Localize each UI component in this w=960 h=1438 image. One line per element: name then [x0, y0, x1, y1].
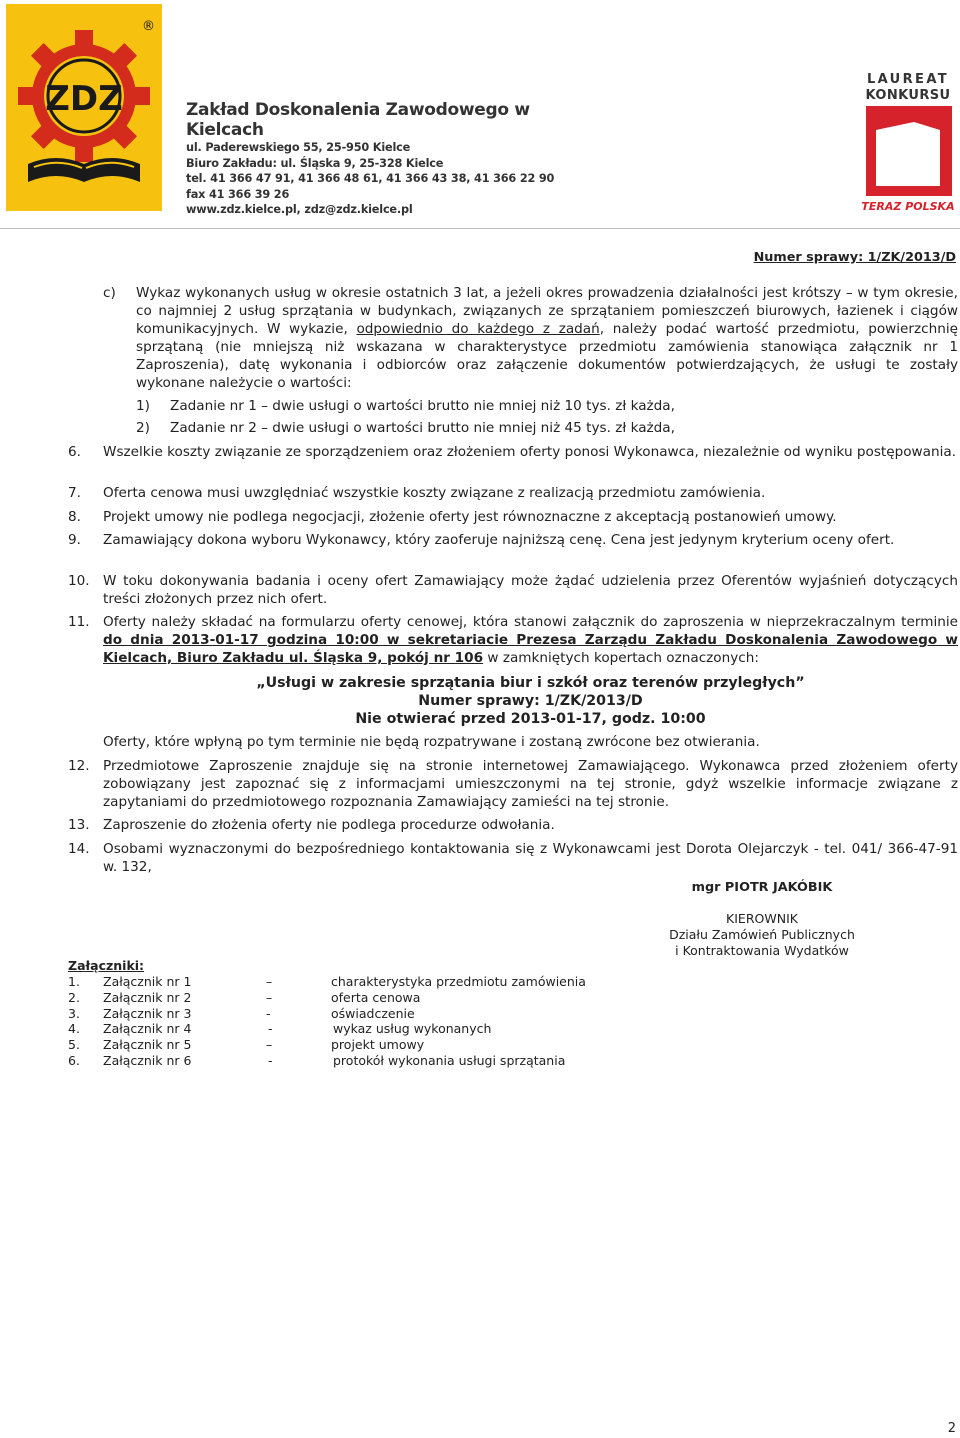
fax-line: fax 41 366 39 26 [186, 187, 290, 201]
attachment-label: Załącznik nr 5 [103, 1037, 192, 1052]
web-email-line: www.zdz.kielce.pl, zdz@zdz.kielce.pl [186, 203, 413, 217]
attachment-number: 5. [68, 1037, 80, 1052]
organization-name: Zakład Doskonalenia Zawodowego w Kielcach [186, 100, 530, 140]
item-text: W toku dokonywania badania i oceny ofert Zamawiający może żądać udzielenia przez Oferentów wyjaśnień dotyczących treści złożonych przez nich ofert. [103, 573, 958, 607]
attachment-label: Załącznik nr 3 [103, 1006, 192, 1021]
logo-text: ZDZ [45, 79, 123, 119]
attachments-title: Załączniki: [68, 958, 145, 973]
signer-dept: Działu Zamówień Publicznych [669, 927, 855, 942]
phone-line: tel. 41 366 47 91, 41 366 48 61, 41 366 43 38, 41 366 22 90 [186, 172, 555, 186]
section-c-text: Wykaz wykonanych usług w okresie ostatnich 3 lat, a jeżeli okres prowadzenia działalności jest krótszy – w tym okresie, co najmniej 2 usług sprzątania w budynkach, związanych ze sprzątaniem pomieszczeń biurowych, łazienek i ciągów komunikacyjnych. W wykazie, odpowiednio do każdego z zadań, należy podać wartość przedmiotu, powierzchnię sprzątaną (nie mniejszą niż wskazana w charakterystyce przedmiotu zamówienia stanowiąca załącznik nr 1 Zaproszenia), datę wykonania i odbiorców oraz załączenie dokumentów potwierdzających, że usługi te zostały wykonane należycie o wartości: [136, 285, 958, 391]
late-offers-note: Oferty, które wpłyną po tym terminie nie będą rozpatrywane i zostaną zwrócone bez otwierania. [103, 734, 760, 750]
attachment-label: Załącznik nr 4 [103, 1021, 192, 1036]
envelope-open-date: Nie otwierać przed 2013-01-17, godz. 10:00 [355, 711, 706, 727]
item-number: 13. [68, 817, 90, 833]
item-number: 12. [68, 758, 90, 774]
item-text: Osobami wyznaczonymi do bezpośredniego kontaktowania się z Wykonawcami jest Dorota Olejarczyk - tel. 041/ 366-47-91 w. 132, [103, 841, 958, 875]
registered-mark: ® [142, 19, 155, 34]
signer-dept: i Kontraktowania Wydatków [675, 943, 849, 958]
zdz-logo [6, 4, 162, 211]
task-number: 2) [136, 420, 150, 436]
attachment-dash: - [268, 1021, 273, 1036]
attachment-dash: - [268, 1053, 273, 1068]
attachment-desc: wykaz usług wykonanych [333, 1021, 492, 1036]
attachment-number: 1. [68, 974, 80, 989]
attachment-dash: – [266, 974, 273, 989]
item-number: 9. [68, 532, 81, 548]
header-divider [0, 228, 960, 229]
item-text: Zaproszenie do złożenia oferty nie podlega procedurze odwołania. [103, 817, 555, 833]
page-number: 2 [947, 1421, 956, 1436]
item-text: Oferty należy składać na formularzu oferty cenowej, która stanowi załącznik do zaproszenia w nieprzekraczalnym terminie do dnia 2013-01-17 godzina 10:00 w sekretariacie Prezesa Zarządu Zakładu Doskonalenia Zawodowego w Kielcach, Biuro Zakładu ul. Śląska 9, pokój nr 106 w zamkniętych kopertach oznaczonych: [103, 614, 958, 666]
laureat-line1: LAUREAT [866, 72, 950, 87]
case-number: Numer sprawy: 1/ZK/2013/D [753, 250, 956, 265]
attachment-desc: protokół wykonania usługi sprzątania [333, 1053, 566, 1068]
signer-name: mgr PIOTR JAKÓBIK [691, 880, 833, 895]
attachment-label: Załącznik nr 6 [103, 1053, 192, 1068]
item-number: 14. [68, 841, 90, 857]
item-number: 8. [68, 509, 81, 525]
attachment-desc: oświadczenie [331, 1006, 415, 1021]
item-number: 11. [68, 614, 90, 630]
attachment-dash: – [266, 1037, 273, 1052]
attachment-dash: – [266, 990, 273, 1005]
attachment-dash: - [266, 1006, 271, 1021]
envelope-case-number: Numer sprawy: 1/ZK/2013/D [418, 693, 643, 709]
item-text: Zamawiający dokona wyboru Wykonawcy, który zaoferuje najniższą cenę. Cena jest jedynym kryterium oceny ofert. [103, 532, 895, 548]
attachment-number: 6. [68, 1053, 80, 1068]
item-text: Oferta cenowa musi uwzględniać wszystkie koszty związane z realizacją przedmiotu zamówienia. [103, 485, 766, 501]
address-line: Biuro Zakładu: ul. Śląska 9, 25-328 Kielce [186, 156, 444, 170]
section-marker: c) [103, 285, 116, 301]
envelope-title: „Usługi w zakresie sprzątania biur i szkół oraz terenów przyległych” [256, 675, 805, 691]
signer-role: KIEROWNIK [726, 911, 798, 926]
attachment-label: Załącznik nr 2 [103, 990, 192, 1005]
attachment-desc: charakterystyka przedmiotu zamówienia [331, 974, 586, 989]
attachment-number: 2. [68, 990, 80, 1005]
item-number: 6. [68, 444, 81, 460]
attachment-desc: projekt umowy [331, 1037, 425, 1052]
address-line: ul. Paderewskiego 55, 25-950 Kielce [186, 141, 411, 154]
laureat-badge [862, 70, 954, 215]
item-text: Projekt umowy nie podlega negocjacji, złożenie oferty jest równoznaczne z akceptacją postanowień umowy. [103, 509, 837, 525]
deadline-place: do dnia 2013-01-17 godzina 10:00 w sekretariacie Prezesa Zarządu Zakładu Doskonalenia Zawodowego w Kielcach, Biuro Zakładu ul. Śląska 9, pokój nr 106 [103, 632, 958, 666]
attachment-number: 3. [68, 1006, 80, 1021]
task-number: 1) [136, 398, 150, 414]
item-number: 10. [68, 573, 90, 589]
organization-info [186, 100, 606, 218]
gear-book-logo-icon [6, 4, 162, 211]
attachment-number: 4. [68, 1021, 80, 1036]
attachment-desc: oferta cenowa [331, 990, 421, 1005]
item-text: Przedmiotowe Zaproszenie znajduje się na stronie internetowej Zamawiającego. Wykonawca przed złożeniem oferty zobowiązany jest zapoznać się z informacjami umieszczonymi na tej stronie, gdyż wszelkie informacje związane z zapytaniami do przedmiotowego rozpoznania Zamawiający zamieści na tej stronie. [103, 758, 958, 810]
laureat-line2: KONKURSU [865, 88, 951, 103]
underlined-phrase: odpowiednio do każdego z zadań [356, 321, 600, 337]
item-number: 7. [68, 485, 81, 501]
item-text: Wszelkie koszty związanie ze sporządzeniem oraz złożeniem oferty ponosi Wykonawca, niezależnie od wyniku postępowania. [103, 444, 957, 460]
task-text: Zadanie nr 1 – dwie usługi o wartości brutto nie mniej niż 10 tys. zł każda, [170, 398, 675, 414]
attachment-label: Załącznik nr 1 [103, 974, 192, 989]
task-text: Zadanie nr 2 – dwie usługi o wartości brutto nie mniej niż 45 tys. zł każda, [170, 420, 675, 436]
teraz-polska-brand: TERAZ POLSKA [862, 200, 954, 213]
